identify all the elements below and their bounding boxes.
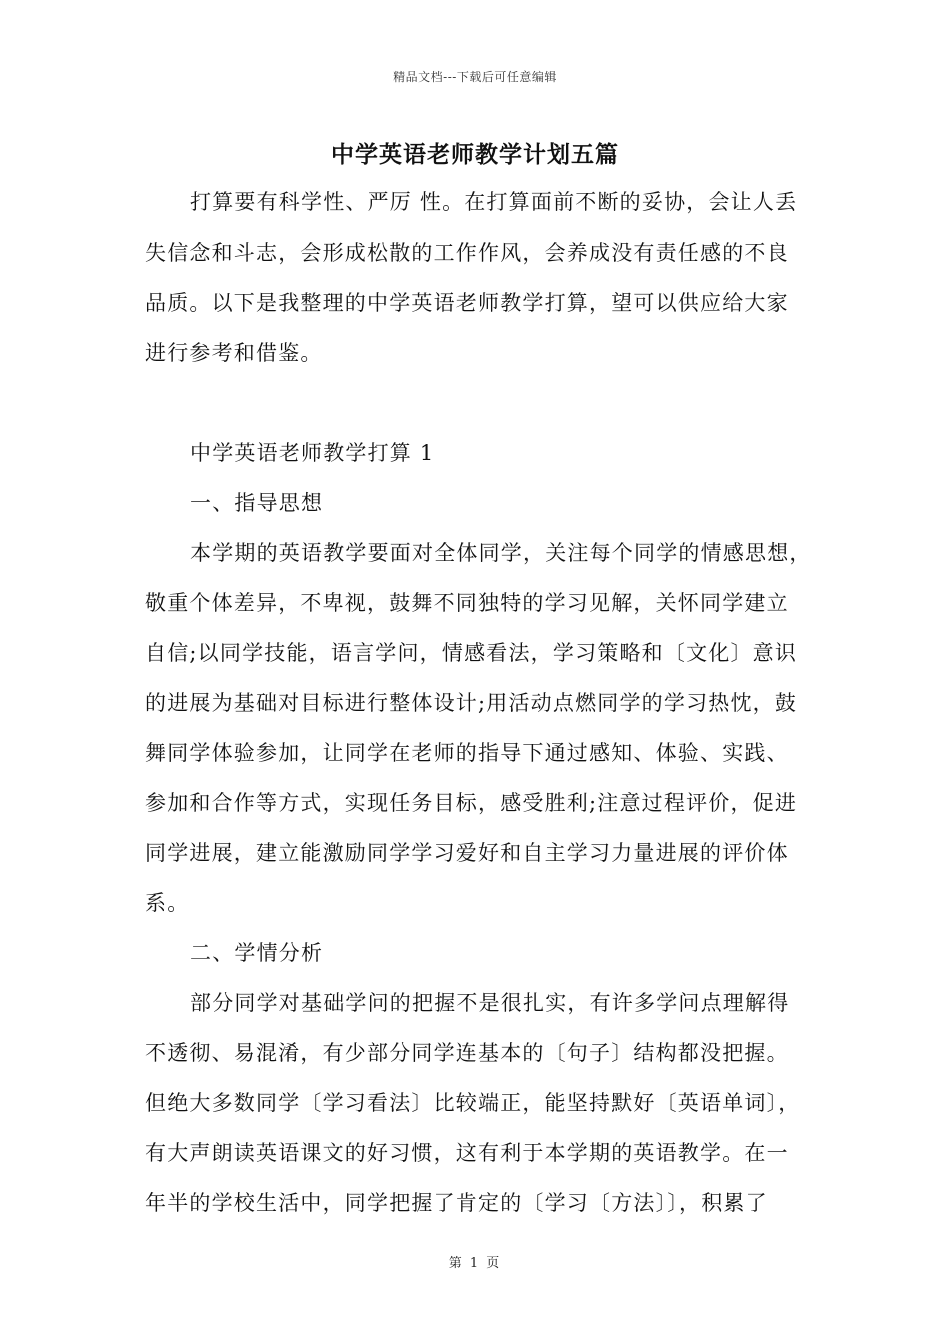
paragraph-line: 参加和合作等方式，实现任务目标，感受胜利;注意过程评价，促进 [145, 791, 798, 815]
section-heading: 中学英语老师教学打算 1 [190, 441, 435, 465]
paragraph-line: 不透彻、易混淆，有少部分同学连基本的〔句子〕结构都没把握。 [145, 1041, 789, 1065]
intro-line: 打算要有科学性、严厉 性。在打算面前不断的妥协，会让人丢 [190, 190, 798, 214]
paragraph-line: 部分同学对基础学问的把握不是很扎实，有许多学问点理解得 [190, 991, 790, 1015]
intro-line: 失信念和斗志，会形成松散的工作作风，会养成没有责任感的不良 [145, 241, 789, 265]
header-note: 精品文档---下载后可任意编辑 [393, 70, 557, 84]
paragraph-line: 有大声朗读英语课文的好习惯，这有利于本学期的英语教学。在一 [145, 1141, 789, 1165]
paragraph-line: 的进展为基础对目标进行整体设计;用活动点燃同学的学习热忱，鼓 [145, 691, 798, 715]
paragraph-line: 自信;以同学技能，语言学问，情感看法，学习策略和〔文化〕意识 [145, 641, 798, 665]
paragraph-line: 年半的学校生活中，同学把握了肯定的〔学习〔方法〕〕，积累了 [145, 1191, 768, 1215]
page-number: 第 1 页 [448, 1256, 502, 1271]
paragraph-line: 系。 [145, 891, 190, 915]
paragraph-line: 但绝大多数同学〔学习看法〕比较端正，能坚持默好〔英语单词〕， [145, 1091, 801, 1115]
intro-line: 进行参考和借鉴。 [145, 341, 323, 365]
paragraph-line: 敬重个体差异，不卑视，鼓舞不同独特的学习见解，关怀同学建立 [145, 591, 789, 615]
document-title: 中学英语老师教学计划五篇 [331, 141, 619, 168]
part-title: 二、学情分析 [190, 941, 324, 965]
part-title: 一、指导思想 [190, 491, 324, 515]
paragraph-line: 舞同学体验参加，让同学在老师的指导下通过感知、体验、实践、 [145, 741, 789, 765]
paragraph-line: 本学期的英语教学要面对全体同学，关注每个同学的情感思想， [190, 541, 812, 565]
paragraph-line: 同学进展，建立能激励同学学习爱好和自主学习力量进展的评价体 [145, 841, 789, 865]
intro-line: 品质。以下是我整理的中学英语老师教学打算，望可以供应给大家 [145, 291, 789, 315]
